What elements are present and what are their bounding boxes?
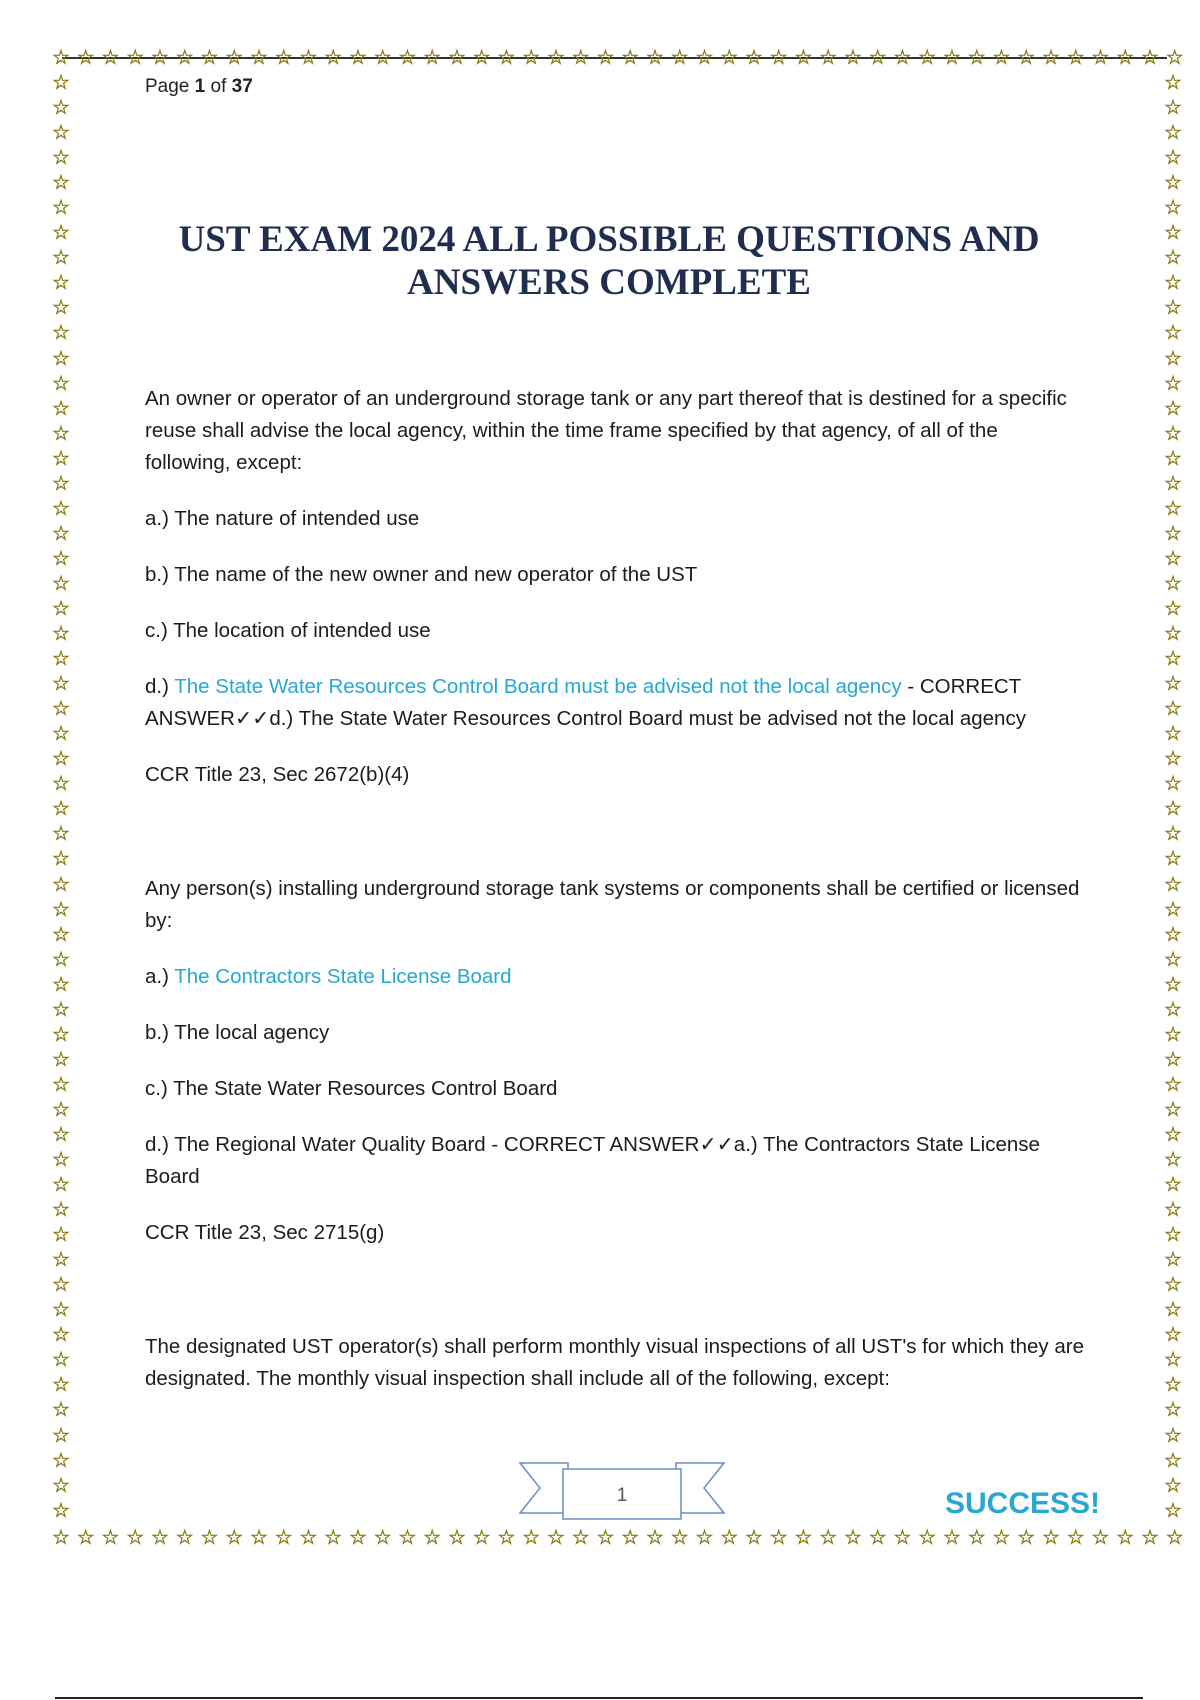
star-icon: ☆ — [893, 1527, 912, 1549]
star-icon: ☆ — [943, 1527, 961, 1549]
star-icon: ☆ — [200, 1527, 219, 1549]
star-icon: ☆ — [1164, 472, 1182, 495]
star-icon: ☆ — [398, 1527, 417, 1549]
star-icon: ☆ — [1066, 47, 1085, 69]
q3-question: The designated UST operator(s) shall perform monthly visual inspections of all UST's for which they are designated. The monthly visual inspection shall include all of the following, except: — [145, 1335, 1084, 1390]
star-icon: ☆ — [547, 47, 565, 69]
star-border-top — [52, 48, 1184, 68]
star-icon: ☆ — [695, 1527, 714, 1549]
star-icon: ☆ — [101, 1527, 120, 1549]
star-icon: ☆ — [1164, 97, 1182, 120]
q1-d-answer: - CORRECT ANSWER✓✓d.) The State Water Resources Control Board must be advised not the local agency — [145, 675, 1026, 730]
star-icon: ☆ — [472, 1527, 491, 1549]
star-icon: ☆ — [52, 648, 70, 671]
star-icon: ☆ — [1164, 1174, 1182, 1197]
star-icon: ☆ — [1164, 1349, 1182, 1372]
star-border-right — [1164, 73, 1182, 1521]
star-icon: ☆ — [448, 47, 466, 69]
star-icon: ☆ — [52, 773, 70, 796]
star-border-left — [52, 73, 70, 1521]
star-icon: ☆ — [1164, 147, 1182, 170]
star-icon: ☆ — [1017, 1527, 1036, 1549]
star-icon: ☆ — [52, 1149, 70, 1172]
success-label: SUCCESS! — [945, 1487, 1101, 1520]
star-icon: ☆ — [52, 47, 70, 69]
star-icon: ☆ — [745, 1527, 763, 1549]
star-icon: ☆ — [1164, 1474, 1182, 1497]
star-icon: ☆ — [1164, 572, 1182, 595]
star-icon: ☆ — [844, 47, 862, 69]
star-icon: ☆ — [1164, 297, 1182, 320]
star-icon: ☆ — [1164, 1399, 1182, 1422]
star-icon: ☆ — [943, 47, 961, 69]
star-icon: ☆ — [1164, 272, 1182, 295]
star-icon: ☆ — [52, 923, 70, 946]
star-icon: ☆ — [52, 147, 70, 170]
star-icon: ☆ — [349, 1527, 367, 1549]
star-icon: ☆ — [52, 347, 70, 370]
q1-question: An owner or operator of an underground storage tank or any part thereof that is destined for a specific reuse shall advise the local agency, within the time frame specified by that agency, of all of the following, except: — [145, 387, 1067, 474]
star-icon: ☆ — [151, 47, 169, 69]
document-body — [145, 383, 1085, 1395]
star-icon: ☆ — [52, 723, 70, 746]
star-icon: ☆ — [1164, 898, 1182, 921]
star-icon: ☆ — [52, 497, 70, 520]
star-icon: ☆ — [52, 1023, 70, 1046]
star-icon: ☆ — [52, 1249, 70, 1272]
star-icon: ☆ — [819, 47, 838, 69]
star-icon: ☆ — [596, 47, 615, 69]
star-icon: ☆ — [52, 372, 70, 395]
star-icon: ☆ — [1164, 623, 1182, 646]
q1-option-b: b.) The name of the new owner and new operator of the UST — [145, 563, 698, 586]
star-icon: ☆ — [52, 1324, 70, 1347]
q2-a-highlight: The Contractors State License Board — [174, 965, 512, 988]
star-icon: ☆ — [1164, 497, 1182, 520]
star-icon: ☆ — [52, 97, 70, 120]
star-icon: ☆ — [349, 47, 367, 69]
star-icon: ☆ — [992, 1527, 1011, 1549]
star-icon: ☆ — [571, 1527, 590, 1549]
star-icon: ☆ — [324, 1527, 343, 1549]
star-icon: ☆ — [1164, 122, 1182, 145]
star-icon: ☆ — [1165, 47, 1184, 69]
star-icon: ☆ — [52, 172, 70, 195]
star-icon: ☆ — [1164, 247, 1182, 270]
star-icon: ☆ — [769, 47, 788, 69]
title-line-2: ANSWERS COMPLETE — [407, 262, 811, 303]
star-icon: ☆ — [52, 748, 70, 771]
star-icon: ☆ — [472, 47, 491, 69]
star-icon: ☆ — [596, 1527, 615, 1549]
star-icon: ☆ — [621, 47, 640, 69]
star-icon: ☆ — [175, 47, 194, 69]
star-icon: ☆ — [1164, 372, 1182, 395]
star-icon: ☆ — [1164, 823, 1182, 846]
star-icon: ☆ — [1164, 1324, 1182, 1347]
star-icon: ☆ — [52, 823, 70, 846]
star-icon: ☆ — [52, 1424, 70, 1447]
star-icon: ☆ — [52, 1374, 70, 1397]
q2-option-a — [145, 961, 1085, 993]
star-icon: ☆ — [992, 47, 1011, 69]
star-icon: ☆ — [52, 197, 70, 220]
star-icon: ☆ — [1164, 673, 1182, 696]
star-icon: ☆ — [1165, 1527, 1184, 1549]
star-icon: ☆ — [547, 1527, 565, 1549]
star-icon: ☆ — [52, 447, 70, 470]
star-icon: ☆ — [52, 798, 70, 821]
star-icon: ☆ — [101, 47, 120, 69]
star-icon: ☆ — [621, 1527, 640, 1549]
star-icon: ☆ — [1164, 698, 1182, 721]
star-icon: ☆ — [448, 1527, 466, 1549]
star-icon: ☆ — [967, 1527, 986, 1549]
star-icon: ☆ — [52, 122, 70, 145]
star-icon: ☆ — [1164, 873, 1182, 896]
star-icon: ☆ — [720, 1527, 739, 1549]
star-icon: ☆ — [1164, 1023, 1182, 1046]
star-icon: ☆ — [1164, 1123, 1182, 1146]
star-icon: ☆ — [423, 47, 442, 69]
q2-option-d: d.) The Regional Water Quality Board - CORRECT ANSWER✓✓a.) The Contractors State License Board — [145, 1133, 1040, 1188]
star-icon: ☆ — [1164, 72, 1182, 94]
star-icon: ☆ — [1164, 1499, 1182, 1522]
star-icon: ☆ — [1042, 47, 1060, 69]
star-icon: ☆ — [1141, 1527, 1159, 1549]
star-icon: ☆ — [52, 247, 70, 270]
star-icon: ☆ — [76, 47, 95, 69]
star-icon: ☆ — [695, 47, 714, 69]
star-icon: ☆ — [250, 1527, 268, 1549]
star-icon: ☆ — [1164, 1299, 1182, 1322]
star-icon: ☆ — [52, 322, 70, 345]
star-icon: ☆ — [1164, 748, 1182, 771]
star-icon: ☆ — [1164, 222, 1182, 245]
star-icon: ☆ — [1164, 347, 1182, 370]
star-icon: ☆ — [299, 47, 318, 69]
star-icon: ☆ — [819, 1527, 838, 1549]
star-icon: ☆ — [1164, 948, 1182, 971]
star-icon: ☆ — [794, 47, 813, 69]
star-icon: ☆ — [52, 1174, 70, 1197]
star-icon: ☆ — [1116, 47, 1135, 69]
star-icon: ☆ — [1164, 723, 1182, 746]
star-icon: ☆ — [52, 698, 70, 721]
star-icon: ☆ — [52, 522, 70, 545]
star-icon: ☆ — [1164, 397, 1182, 420]
star-icon: ☆ — [1164, 197, 1182, 220]
star-icon: ☆ — [324, 47, 343, 69]
star-icon: ☆ — [918, 1527, 937, 1549]
star-icon: ☆ — [1164, 1149, 1182, 1172]
star-icon: ☆ — [1164, 322, 1182, 345]
star-icon: ☆ — [1164, 1274, 1182, 1297]
star-icon: ☆ — [720, 47, 739, 69]
star-icon: ☆ — [1091, 47, 1110, 69]
ribbon-icon — [518, 1455, 726, 1525]
title-line-1: UST EXAM 2024 ALL POSSIBLE QUESTIONS AND — [178, 219, 1040, 260]
q2-option-b: b.) The local agency — [145, 1021, 330, 1044]
star-icon: ☆ — [225, 1527, 244, 1549]
star-icon: ☆ — [52, 673, 70, 696]
star-icon: ☆ — [52, 948, 70, 971]
star-icon: ☆ — [1164, 648, 1182, 671]
page-indicator — [145, 76, 253, 98]
star-icon: ☆ — [1164, 848, 1182, 871]
star-icon: ☆ — [1164, 923, 1182, 946]
star-icon: ☆ — [76, 1527, 95, 1549]
star-icon: ☆ — [1164, 798, 1182, 821]
page-current: 1 — [194, 76, 206, 97]
star-icon: ☆ — [1164, 998, 1182, 1021]
q2-option-c: c.) The State Water Resources Control Board — [145, 1077, 558, 1100]
star-icon: ☆ — [1042, 1527, 1060, 1549]
star-icon: ☆ — [225, 47, 244, 69]
star-icon: ☆ — [1164, 172, 1182, 195]
star-icon: ☆ — [1164, 1424, 1182, 1447]
star-icon: ☆ — [670, 1527, 689, 1549]
star-icon: ☆ — [1164, 1199, 1182, 1222]
star-border-bottom — [52, 1528, 1184, 1548]
star-icon: ☆ — [126, 1527, 145, 1549]
star-icon: ☆ — [52, 873, 70, 896]
star-icon: ☆ — [52, 1199, 70, 1222]
star-icon: ☆ — [1017, 47, 1036, 69]
star-icon: ☆ — [52, 1499, 70, 1522]
star-icon: ☆ — [274, 1527, 293, 1549]
star-icon: ☆ — [794, 1527, 813, 1549]
star-icon: ☆ — [52, 547, 70, 570]
star-icon: ☆ — [52, 297, 70, 320]
star-icon: ☆ — [52, 1349, 70, 1372]
star-icon: ☆ — [1164, 1048, 1182, 1071]
footer-page-number: 1 — [616, 1485, 628, 1506]
star-icon: ☆ — [844, 1527, 862, 1549]
star-icon: ☆ — [769, 1527, 788, 1549]
page-number-ribbon — [518, 1455, 726, 1525]
star-icon: ☆ — [1066, 1527, 1085, 1549]
star-icon: ☆ — [522, 1527, 541, 1549]
star-icon: ☆ — [52, 1098, 70, 1121]
star-icon: ☆ — [151, 1527, 169, 1549]
star-icon: ☆ — [1164, 522, 1182, 545]
q2-reference: CCR Title 23, Sec 2715(g) — [145, 1221, 385, 1244]
q2-a-prefix: a.) — [145, 965, 175, 988]
bottom-rule — [55, 1697, 1143, 1699]
star-icon: ☆ — [423, 1527, 442, 1549]
star-icon: ☆ — [1164, 597, 1182, 620]
star-icon: ☆ — [1164, 973, 1182, 996]
star-icon: ☆ — [52, 597, 70, 620]
star-icon: ☆ — [52, 1224, 70, 1247]
star-icon: ☆ — [52, 222, 70, 245]
star-icon: ☆ — [398, 47, 417, 69]
q1-d-prefix: d.) — [145, 675, 175, 698]
q1-d-highlight: The State Water Resources Control Board must be advised not the local agency — [174, 675, 902, 698]
star-icon: ☆ — [646, 1527, 664, 1549]
star-icon: ☆ — [52, 973, 70, 996]
star-icon: ☆ — [646, 47, 664, 69]
star-icon: ☆ — [1164, 1249, 1182, 1272]
star-icon: ☆ — [571, 47, 590, 69]
star-icon: ☆ — [52, 1399, 70, 1422]
q1-option-c: c.) The location of intended use — [145, 619, 431, 642]
star-icon: ☆ — [52, 623, 70, 646]
star-icon: ☆ — [52, 1048, 70, 1071]
star-icon: ☆ — [745, 47, 763, 69]
star-icon: ☆ — [299, 1527, 318, 1549]
star-icon: ☆ — [52, 1299, 70, 1322]
star-icon: ☆ — [52, 1449, 70, 1472]
star-icon: ☆ — [497, 1527, 516, 1549]
star-icon: ☆ — [250, 47, 268, 69]
page-prefix: Page — [145, 76, 195, 97]
star-icon: ☆ — [52, 72, 70, 94]
document-title — [150, 218, 1068, 304]
q1-option-a: a.) The nature of intended use — [145, 507, 420, 530]
page-of: of — [205, 76, 232, 97]
star-icon: ☆ — [967, 47, 986, 69]
star-icon: ☆ — [52, 397, 70, 420]
star-icon: ☆ — [1164, 447, 1182, 470]
star-icon: ☆ — [1164, 1374, 1182, 1397]
star-icon: ☆ — [52, 422, 70, 445]
star-icon: ☆ — [52, 998, 70, 1021]
q1-option-d — [145, 671, 1085, 735]
star-icon: ☆ — [52, 272, 70, 295]
star-icon: ☆ — [1116, 1527, 1135, 1549]
star-icon: ☆ — [1164, 547, 1182, 570]
star-icon: ☆ — [52, 848, 70, 871]
star-icon: ☆ — [373, 47, 392, 69]
star-icon: ☆ — [1164, 1224, 1182, 1247]
star-icon: ☆ — [52, 572, 70, 595]
star-icon: ☆ — [1164, 1449, 1182, 1472]
star-icon: ☆ — [52, 898, 70, 921]
q2-question: Any person(s) installing underground storage tank systems or components shall be certified or licensed by: — [145, 877, 1080, 932]
star-icon: ☆ — [1141, 47, 1159, 69]
star-icon: ☆ — [868, 47, 887, 69]
star-icon: ☆ — [1091, 1527, 1110, 1549]
q1-reference: CCR Title 23, Sec 2672(b)(4) — [145, 763, 410, 786]
star-icon: ☆ — [52, 472, 70, 495]
star-icon: ☆ — [1164, 773, 1182, 796]
star-icon: ☆ — [126, 47, 145, 69]
star-icon: ☆ — [497, 47, 516, 69]
star-icon: ☆ — [200, 47, 219, 69]
star-icon: ☆ — [52, 1123, 70, 1146]
star-icon: ☆ — [670, 47, 689, 69]
star-icon: ☆ — [522, 47, 541, 69]
star-icon: ☆ — [1164, 1073, 1182, 1096]
star-icon: ☆ — [893, 47, 912, 69]
star-icon: ☆ — [52, 1474, 70, 1497]
page-total: 37 — [231, 76, 253, 97]
star-icon: ☆ — [274, 47, 293, 69]
star-icon: ☆ — [175, 1527, 194, 1549]
star-icon: ☆ — [868, 1527, 887, 1549]
star-icon: ☆ — [52, 1073, 70, 1096]
star-icon: ☆ — [1164, 1098, 1182, 1121]
star-icon: ☆ — [52, 1527, 70, 1549]
star-icon: ☆ — [1164, 422, 1182, 445]
star-icon: ☆ — [52, 1274, 70, 1297]
star-icon: ☆ — [373, 1527, 392, 1549]
star-icon: ☆ — [918, 47, 937, 69]
